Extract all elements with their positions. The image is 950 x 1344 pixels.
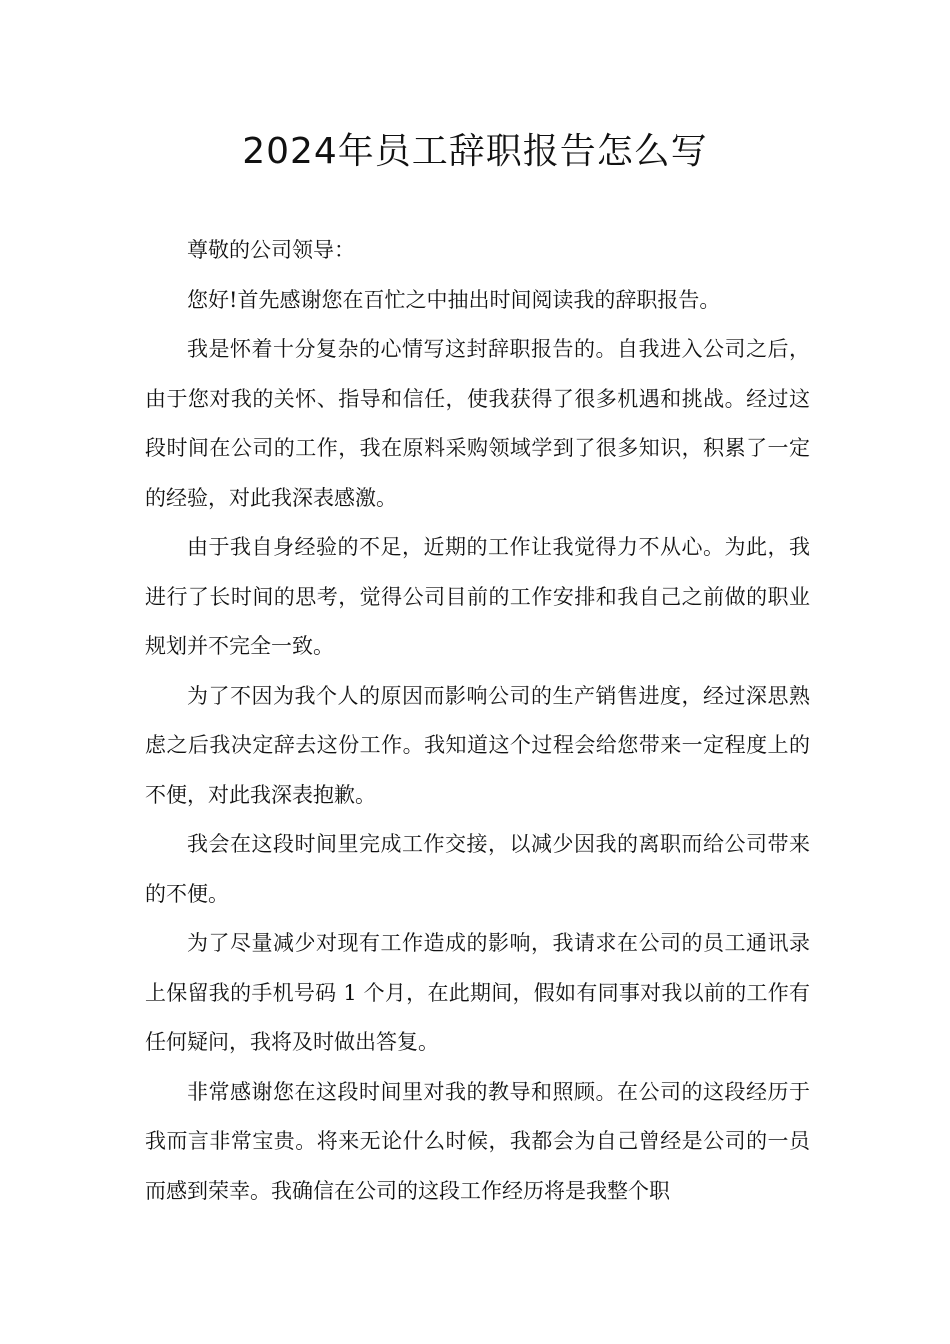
paragraph-thanks: 非常感谢您在这段时间里对我的教导和照顾。在公司的这段经历于我而言非常宝贵。将来无论什么时候，我都会为自己曾经是公司的一员而感到荣幸。我确信在公司的这段工作经历将是我整个职 — [145, 1079, 810, 1203]
document-body — [145, 226, 810, 1216]
salutation: 尊敬的公司领导： — [187, 238, 355, 262]
document-title: 2024年员工辞职报告怎么写 — [242, 131, 708, 172]
paragraph-handover: 我会在这段时间里完成工作交接，以减少因我的离职而给公司带来的不便。 — [145, 832, 810, 906]
paragraph-contact: 为了尽量减少对现有工作造成的影响，我请求在公司的员工通讯录上保留我的手机号码 1 个月，在此期间，假如有同事对我以前的工作有任何疑问，我将及时做出答复。 — [145, 931, 810, 1054]
paragraph-reason: 由于我自身经验的不足，近期的工作让我觉得力不从心。为此，我进行了长时间的思考，觉得公司目前的工作安排和我自己之前做的职业规划并不完全一致。 — [145, 535, 810, 658]
paragraph-intro: 我是怀着十分复杂的心情写这封辞职报告的。自我进入公司之后，由于您对我的关怀、指导和信任，使我获得了很多机遇和挑战。经过这段时间在公司的工作，我在原料采购领域学到了很多知识，积累了一定的经验，对此我深表感激。 — [145, 337, 810, 510]
paragraph-greeting: 您好!首先感谢您在百忙之中抽出时间阅读我的辞职报告。 — [187, 287, 721, 312]
paragraph-decision: 为了不因为我个人的原因而影响公司的生产销售进度，经过深思熟虑之后我决定辞去这份工作。我知道这个过程会给您带来一定程度上的不便，对此我深表抱歉。 — [145, 683, 810, 807]
